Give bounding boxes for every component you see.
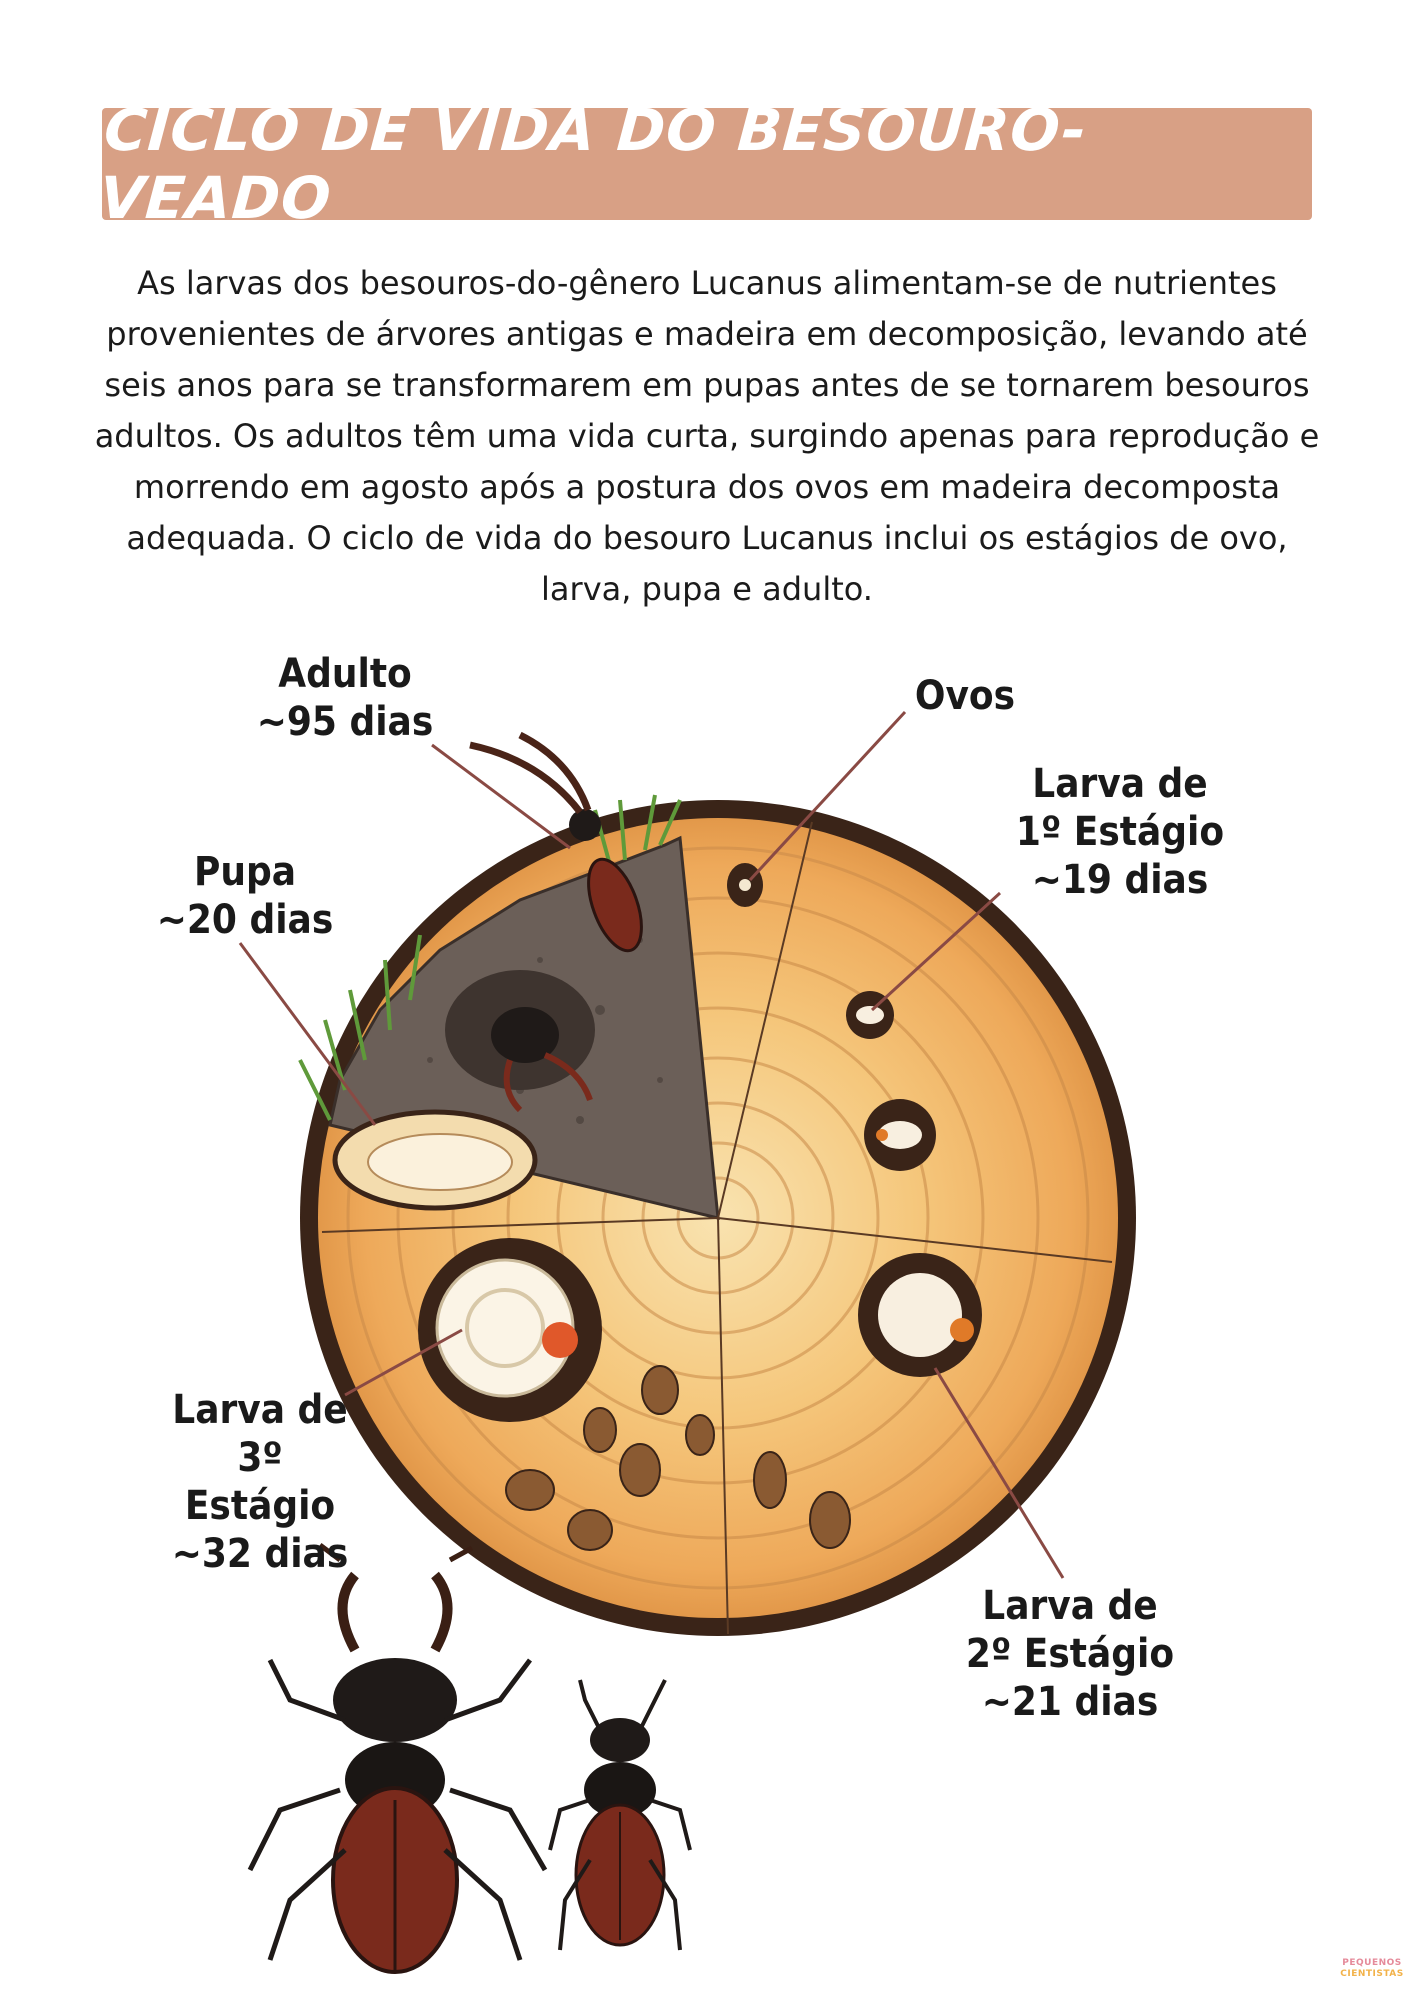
larva1b-head [876,1129,888,1141]
pupa [368,1134,512,1190]
female-stag-beetle [550,1680,690,1950]
label-pupa-duration: ~20 dias [156,897,334,943]
label-larva1-duration: ~19 dias [1031,857,1209,903]
brand-logo [1336,1958,1408,1980]
label-eggs-name: Ovos [914,673,1016,719]
label-adult [255,650,435,746]
label-larva2-stage: 2º Estágio [965,1631,1175,1677]
label-larva2 [960,1582,1180,1726]
label-larva3-duration: ~32 dias [171,1531,349,1577]
label-larva1-stage: 1º Estágio [1015,809,1225,855]
label-eggs [900,672,1030,720]
life-cycle-diagram [0,620,1414,2000]
label-larva3-name: Larva de [172,1387,348,1433]
label-pupa [150,848,340,944]
surface-adult-head [569,809,601,841]
larva3-head [542,1322,578,1358]
male-stag-beetle [250,1545,545,1972]
larva2-head [950,1318,974,1342]
label-larva3 [160,1386,360,1578]
page-title: CICLO DE VIDA DO BESOURO-VEADO [97,96,1090,232]
brand-logo-line1: PEQUENOS [1342,1958,1402,1968]
label-pupa-name: Pupa [193,849,297,895]
egg [739,879,751,891]
brand-logo-line2: CIENTISTAS [1340,1969,1404,1979]
intro-paragraph: As larvas dos besouros-do-gênero Lucanus alimentam-se de nutrientes provenientes de árvores antigas e madeira em decomposição, levando até seis anos para se transformarem em pupas antes de se tornarem besouros adultos. Os adultos têm uma vida curta, surgindo apenas para reprodução e morrendo em agosto após a postura dos ovos em madeira decomposta adequada. O ciclo de vida do besouro Lucanus inclui os estágios de ovo, larva, pupa e adulto. [94,264,1320,608]
larva1 [856,1006,884,1024]
label-larva3-stage: 3º Estágio [184,1435,336,1529]
title-banner [97,96,1312,232]
larva2 [878,1273,962,1357]
label-larva2-name: Larva de [982,1583,1158,1629]
surface-adult-mandibles [470,735,588,812]
label-larva1-name: Larva de [1032,761,1208,807]
label-adult-name: Adulto [278,651,412,697]
label-adult-duration: ~95 dias [256,699,434,745]
label-larva2-duration: ~21 dias [981,1679,1159,1725]
label-larva1 [1010,760,1230,904]
